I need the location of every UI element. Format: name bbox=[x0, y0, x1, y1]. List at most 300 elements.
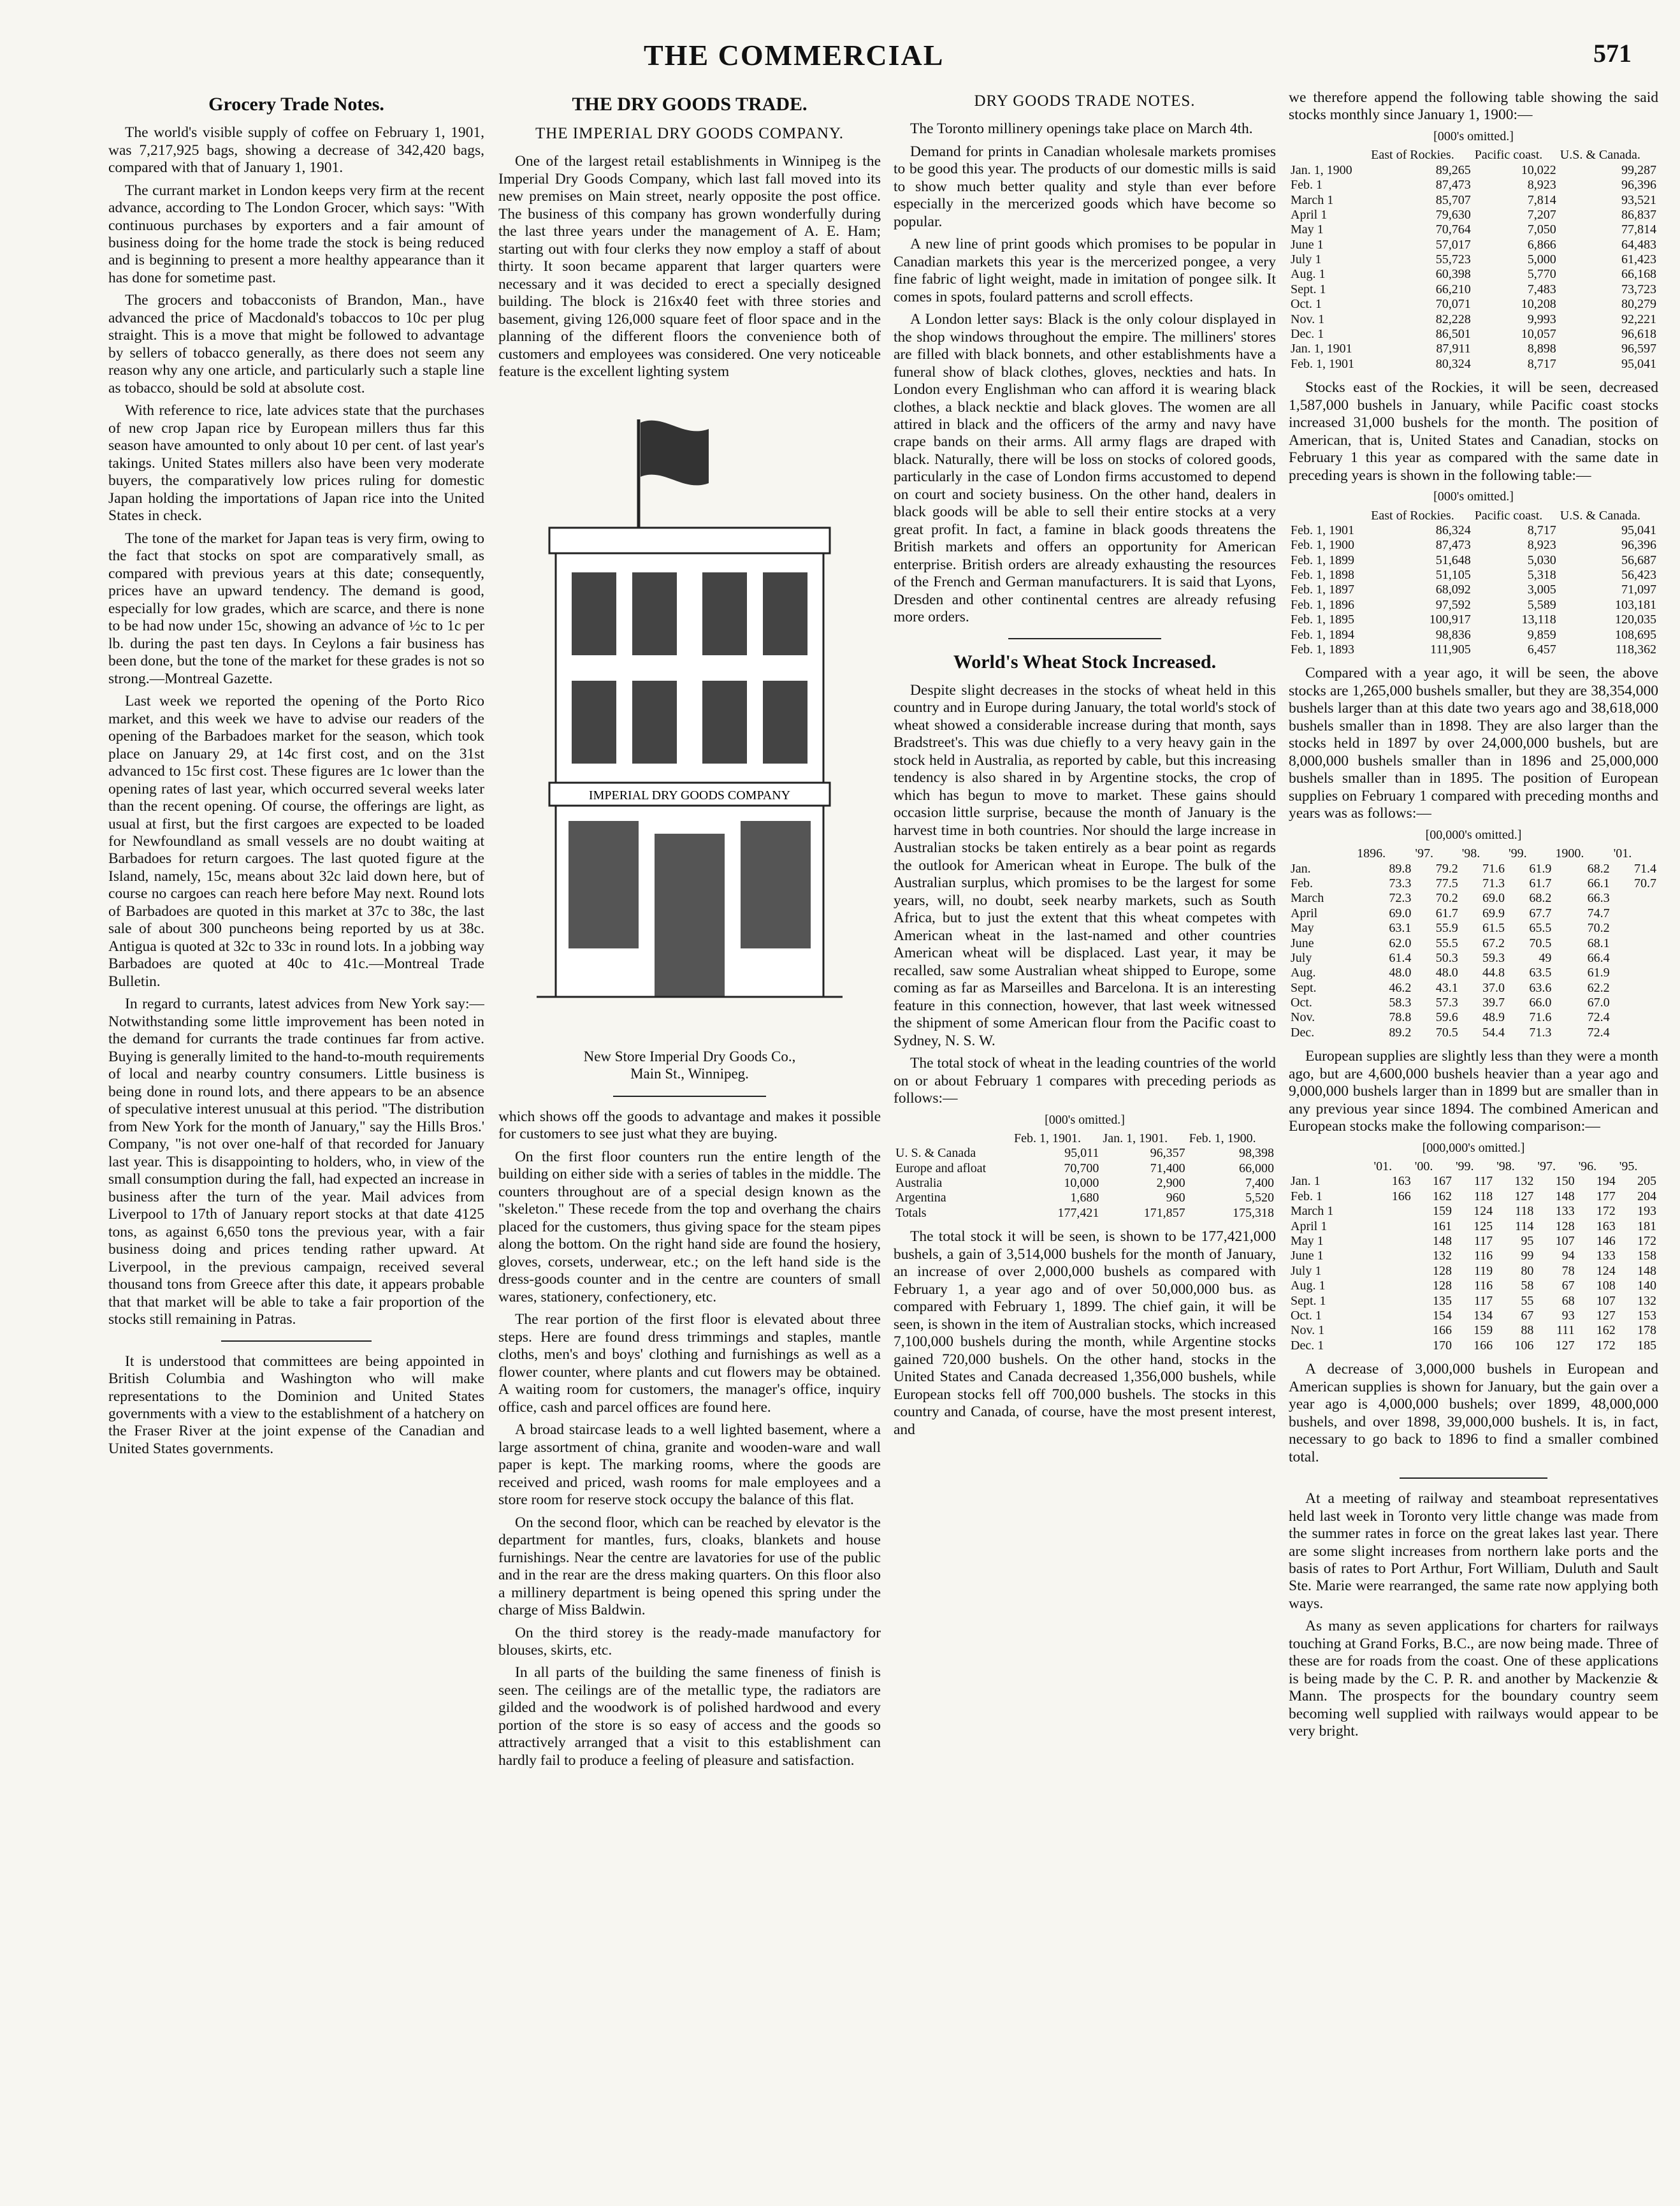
table-row bbox=[1289, 936, 1658, 951]
table-header-cell: '98. bbox=[1461, 846, 1481, 861]
european-supplies-table bbox=[1289, 846, 1658, 1040]
table-note: [00,000's omitted.] bbox=[1425, 827, 1522, 842]
table-cell: 71.4 bbox=[1634, 861, 1656, 876]
table-cell: 66,210 bbox=[1435, 282, 1471, 296]
table-row bbox=[1289, 1219, 1658, 1234]
table-cell: 119 bbox=[1474, 1263, 1493, 1278]
table-cell: 86,501 bbox=[1435, 327, 1471, 342]
table-cell: 96,396 bbox=[1621, 178, 1656, 192]
table-header-cell: East of Rockies. bbox=[1371, 508, 1454, 523]
divider bbox=[1008, 638, 1161, 639]
table-cell: 70.5 bbox=[1529, 936, 1552, 950]
table-cell: 5,589 bbox=[1527, 597, 1556, 612]
table-cell: 94 bbox=[1561, 1249, 1575, 1263]
table-cell: 61.9 bbox=[1529, 861, 1552, 876]
storefront-sign: IMPERIAL DRY GOODS COMPANY bbox=[588, 788, 791, 802]
table-cell: 43.1 bbox=[1435, 980, 1458, 995]
table-row bbox=[1289, 327, 1658, 342]
table-cell bbox=[1612, 996, 1658, 1010]
table-header-cell: U.S. & Canada. bbox=[1560, 148, 1640, 163]
table-cell: 117 bbox=[1474, 1174, 1493, 1189]
table-cell: 48.0 bbox=[1389, 966, 1412, 980]
table-cell: 128 bbox=[1432, 1263, 1452, 1278]
table-cell: 108,695 bbox=[1615, 627, 1656, 642]
table-header-cell: '95. bbox=[1619, 1159, 1638, 1174]
table-cell: Australia bbox=[895, 1176, 943, 1191]
table-cell: 56,423 bbox=[1621, 568, 1656, 583]
table-row bbox=[894, 1191, 1276, 1205]
table-cell: Sept. 1 bbox=[1291, 1293, 1326, 1308]
table-cell: Jan. 1, 1900 bbox=[1291, 163, 1352, 177]
table-cell: 89.2 bbox=[1389, 1025, 1412, 1040]
table-cell: 8,717 bbox=[1527, 523, 1556, 537]
table-cell: 127 bbox=[1514, 1189, 1534, 1203]
table-cell: 62.2 bbox=[1587, 980, 1610, 995]
table-cell: 61.5 bbox=[1482, 921, 1505, 936]
building-engraving bbox=[511, 394, 868, 1038]
table-row bbox=[1289, 252, 1658, 267]
table-cell: 80,279 bbox=[1621, 297, 1656, 312]
article-paragraph: A new line of print goods which promises to be popular in Canadian markets this year is the mercerized pongee, a very fine fabric of light weight, made in imitation of pongee silk. It comes in spots, foulard patterns and scroll effects. bbox=[894, 236, 1276, 305]
table-cell: 61,423 bbox=[1621, 252, 1656, 267]
table-cell: 118 bbox=[1474, 1189, 1493, 1203]
table-cell: 68,092 bbox=[1435, 583, 1471, 597]
table-cell: May 1 bbox=[1291, 1234, 1324, 1249]
table-cell: April 1 bbox=[1291, 207, 1328, 222]
table-row bbox=[1289, 1279, 1658, 1293]
figure-caption bbox=[498, 1049, 881, 1083]
table-cell: 7,400 bbox=[1245, 1176, 1274, 1191]
table-cell: Oct. 1 bbox=[1291, 297, 1322, 312]
table-cell bbox=[1372, 1279, 1413, 1293]
table-cell: 107 bbox=[1555, 1234, 1575, 1249]
table-row bbox=[1289, 906, 1658, 921]
table-cell: June 1 bbox=[1291, 1249, 1324, 1263]
table-cell: 125 bbox=[1474, 1219, 1493, 1233]
article-paragraph: The total stock it will be seen, is shown to be 177,421,000 bushels, a gain of 3,514,000 bushels for the month of January, an increase of over 2,000,000 bushels as compared with February 1, a year ago and of over 50,000,000 bus. as compared with February 1, 1899. The chief gain, it will be seen, is shown in the item of Australian stocks, which increased 7,100,000 bushels during the month, while Argentine stocks gained 720,000 bushels. On the other hand, stocks in the United States and Canada decreased 1,356,000 bushels, while European stocks fell off 700,000 bushels. The stocks in this country and Canada, of course, have the most present interest, and bbox=[894, 1228, 1276, 1438]
table-cell: 128 bbox=[1555, 1219, 1575, 1233]
monthly-stocks-table bbox=[1289, 148, 1658, 372]
table-cell: 166 bbox=[1432, 1323, 1452, 1338]
column-dry-goods-notes bbox=[894, 89, 1276, 2154]
table-cell: 70.2 bbox=[1587, 921, 1610, 936]
table-cell: 159 bbox=[1432, 1204, 1452, 1219]
table-cell: 63.6 bbox=[1529, 980, 1552, 995]
table-cell: 107 bbox=[1596, 1293, 1616, 1308]
table-cell: 78.8 bbox=[1389, 1010, 1412, 1025]
table-cell: 55.9 bbox=[1435, 921, 1458, 936]
article-paragraph: which shows off the goods to advantage and makes it possible for customers to see just what they are buying. bbox=[498, 1108, 881, 1143]
table-cell bbox=[1372, 1294, 1413, 1309]
table-row bbox=[1289, 1264, 1658, 1279]
table-row bbox=[1289, 1010, 1658, 1025]
table-cell bbox=[1372, 1234, 1413, 1249]
table-cell: 66.3 bbox=[1587, 891, 1610, 906]
table-cell: 93,521 bbox=[1621, 192, 1656, 207]
table-cell: 92,221 bbox=[1621, 312, 1656, 326]
table-cell: 87,473 bbox=[1435, 538, 1471, 553]
table-cell: Totals bbox=[895, 1205, 927, 1220]
table-cell: 158 bbox=[1637, 1249, 1656, 1263]
table-cell: 10,208 bbox=[1521, 297, 1556, 312]
table-header-cell bbox=[1289, 148, 1369, 163]
yearly-stocks-table bbox=[1289, 509, 1658, 658]
table-cell: 96,597 bbox=[1621, 342, 1656, 356]
table-cell: 70.7 bbox=[1634, 876, 1656, 890]
table-cell: 2,900 bbox=[1156, 1176, 1185, 1191]
table-row bbox=[1289, 312, 1658, 327]
table-note: [000's omitted.] bbox=[1433, 490, 1514, 504]
table-cell: 133 bbox=[1596, 1249, 1616, 1263]
table-cell: 65.5 bbox=[1529, 921, 1552, 936]
divider bbox=[221, 1340, 372, 1342]
table-cell: 118 bbox=[1515, 1204, 1534, 1219]
table-cell: 114 bbox=[1515, 1219, 1534, 1233]
article-paragraph: The world's visible supply of coffee on February 1, 1901, was 7,217,925 bags, showing a decrease of 342,420 bags, compared with that of January 1, 1901. bbox=[108, 124, 484, 177]
table-cell: Sept. bbox=[1291, 980, 1317, 995]
table-cell: 39.7 bbox=[1482, 996, 1505, 1010]
table-cell: July 1 bbox=[1291, 1263, 1322, 1278]
store-illustration bbox=[498, 394, 881, 1042]
table-header-row bbox=[1289, 846, 1658, 861]
table-cell: 55.5 bbox=[1435, 936, 1458, 950]
table-cell: 6,457 bbox=[1527, 642, 1556, 657]
table-row bbox=[1289, 357, 1658, 372]
table-cell bbox=[1372, 1204, 1413, 1219]
table-cell: 10,022 bbox=[1521, 163, 1556, 177]
table-header-cell: '96. bbox=[1578, 1159, 1597, 1174]
table-cell: 162 bbox=[1596, 1323, 1616, 1338]
table-cell: 5,000 bbox=[1527, 252, 1556, 267]
table-cell: 960 bbox=[1166, 1191, 1185, 1205]
table-cell: Dec. 1 bbox=[1291, 327, 1324, 342]
article-paragraph: One of the largest retail establishments in Winnipeg is the Imperial Dry Goods Company, which last fall moved into its new premises on Main street, nearly opposite the post office. The business of this company has grown wonderfully during the last three years under the management of A. E. Ham; starting out with four clerks they now employ a staff of about thirty. It soon became apparent that larger quarters were necessary and it was decided to erect a specially designed building. The block is 216x40 feet with three stories and basement, giving 126,000 square feet of floor space and in the planning of the different floors the convenience both of customers and employees was considered. One very noticeable feature is the excellent lighting system bbox=[498, 153, 881, 381]
article-paragraph: The total stock of wheat in the leading countries of the world on or about February 1 compares with preceding periods as follows:— bbox=[894, 1055, 1276, 1107]
table-cell: 64,483 bbox=[1621, 237, 1656, 252]
table-header-cell: 1900. bbox=[1555, 846, 1584, 861]
table-row bbox=[1289, 1339, 1658, 1353]
table-cell: 56,687 bbox=[1621, 553, 1656, 567]
table-header-cell bbox=[1289, 509, 1369, 523]
table-row bbox=[1289, 238, 1658, 252]
table-cell: 69.9 bbox=[1482, 906, 1505, 920]
table-cell: 133 bbox=[1555, 1204, 1575, 1219]
table-cell bbox=[1612, 966, 1658, 980]
table-cell: 8,923 bbox=[1527, 538, 1556, 553]
table-cell: 61.9 bbox=[1587, 966, 1610, 980]
table-cell bbox=[1612, 891, 1658, 906]
table-cell: 85,707 bbox=[1435, 192, 1471, 207]
table-row bbox=[1289, 876, 1658, 891]
table-header-row bbox=[1289, 1159, 1658, 1174]
table-cell: Feb. bbox=[1291, 876, 1313, 890]
table-cell: 67 bbox=[1521, 1308, 1534, 1323]
table-cell: Aug. 1 bbox=[1291, 267, 1326, 282]
table-cell bbox=[1372, 1249, 1413, 1263]
table-cell: 89.8 bbox=[1389, 861, 1412, 876]
table-cell: 159 bbox=[1474, 1323, 1493, 1338]
table-row bbox=[1289, 568, 1658, 583]
table-cell: 60,398 bbox=[1435, 267, 1471, 282]
table-cell: Feb. 1, 1895 bbox=[1291, 613, 1354, 627]
table-cell: 185 bbox=[1637, 1338, 1656, 1353]
table-cell: 177 bbox=[1596, 1189, 1616, 1203]
table-row bbox=[1289, 951, 1658, 966]
table-cell: 111 bbox=[1556, 1323, 1575, 1338]
table-cell: 77.5 bbox=[1435, 876, 1458, 890]
table-cell: U. S. & Canada bbox=[895, 1146, 976, 1161]
table-cell: 120,035 bbox=[1615, 613, 1656, 627]
divider bbox=[613, 1096, 766, 1097]
table-cell bbox=[1612, 936, 1658, 951]
table-row bbox=[1289, 342, 1658, 356]
table-row bbox=[1289, 1323, 1658, 1338]
table-cell: 100,917 bbox=[1429, 613, 1471, 627]
table-row bbox=[1289, 538, 1658, 553]
table-cell: 71.3 bbox=[1482, 876, 1505, 890]
article-paragraph: In regard to currants, latest advices from New York say:—Notwithstanding some little improvement has been noted in the demand for currants the trade continues far from active. Buying is generally limited to the hand-to-mouth requirements of local and nearby country consumers. Little business is being done in round lots, and there appears to be an absence of speculative interest unusual at this period. "The distribution from New York for the month of January," say the Hills Bros.' Company, "is not over one-half of that recorded for January last year. This is disappointing to holders, who, in view of the small consumption during the fall, had expected an increase in business after the turn of the year. Mail advices from Liverpool to 17th of January report stocks at that date 4125 tons, as against 6,650 tons the previous year, with a fair business doing and prices tending rather upward. At Liverpool, in the previous campaign, received several thousand tons from Greece after this date, it appears probable that that market will be able to take a fair proportion of the stocks still remaining in Patras. bbox=[108, 996, 484, 1328]
table-header-cell: Feb. 1, 1901. bbox=[1014, 1131, 1082, 1145]
table-cell: April 1 bbox=[1291, 1219, 1328, 1233]
table-header-cell: '97. bbox=[1415, 846, 1433, 861]
table-cell: 67.0 bbox=[1587, 996, 1610, 1010]
table-cell: 87,911 bbox=[1436, 342, 1471, 356]
table-row bbox=[1289, 598, 1658, 613]
table-cell: 162 bbox=[1432, 1189, 1452, 1203]
table-row bbox=[1289, 1204, 1658, 1219]
table-cell: 108 bbox=[1596, 1279, 1616, 1293]
article-paragraph: European supplies are slightly less than they were a month ago, but are 4,600,000 bushels heavier than a year ago and 9,000,000 bushels larger than in 1899 but are smaller than in any previous year since 1894. The combined American and European stocks make the following comparison:— bbox=[1289, 1048, 1658, 1135]
table-cell: 79,630 bbox=[1435, 207, 1471, 222]
table-cell: 13,118 bbox=[1521, 613, 1556, 627]
table-cell: Feb. 1, 1900 bbox=[1291, 538, 1354, 553]
table-cell: 66,000 bbox=[1239, 1161, 1274, 1175]
table-cell: May 1 bbox=[1291, 222, 1324, 237]
table-cell: 50.3 bbox=[1435, 950, 1458, 965]
table-cell bbox=[1612, 1026, 1658, 1040]
table-cell: 124 bbox=[1596, 1263, 1616, 1278]
table-cell: 163 bbox=[1596, 1219, 1616, 1233]
table-header-cell: Jan. 1, 1901. bbox=[1103, 1131, 1168, 1145]
table-cell: 5,770 bbox=[1527, 267, 1556, 282]
table-header-cell bbox=[1289, 1159, 1372, 1174]
table-cell: 95 bbox=[1521, 1234, 1534, 1249]
world-wheat-table bbox=[894, 1131, 1276, 1221]
table-cell: 57,017 bbox=[1435, 237, 1471, 252]
table-cell: 70.2 bbox=[1435, 891, 1458, 906]
table-row bbox=[1289, 862, 1658, 876]
table-row bbox=[1289, 891, 1658, 906]
table-cell: March 1 bbox=[1291, 192, 1334, 207]
table-cell: 73,723 bbox=[1621, 282, 1656, 296]
table-header-cell: Feb. 1, 1900. bbox=[1189, 1131, 1256, 1145]
table-cell: 37.0 bbox=[1482, 980, 1505, 995]
table-cell: 146 bbox=[1596, 1234, 1616, 1249]
table-cell: 58.3 bbox=[1389, 996, 1412, 1010]
table-cell: 205 bbox=[1637, 1174, 1656, 1189]
table-cell: 70,700 bbox=[1064, 1161, 1099, 1175]
table-cell: 99,287 bbox=[1621, 163, 1656, 177]
table-cell: Jan. 1, 1901 bbox=[1291, 342, 1352, 356]
table-cell: 59.3 bbox=[1482, 950, 1505, 965]
table-cell: 96,357 bbox=[1150, 1146, 1185, 1161]
table-cell: 116 bbox=[1474, 1279, 1493, 1293]
table-cell: Aug. 1 bbox=[1291, 1279, 1326, 1293]
table-cell: June 1 bbox=[1291, 237, 1324, 252]
article-paragraph: As many as seven applications for charters for railways touching at Grand Forks, B.C., are now being made. Three of these are for roads from the coast. One of these applications is being made by the C. P. R. and another by Mackenzie & Mann. The prospects for the boundary country seem becoming well supplied with railways would appear to be very bright. bbox=[1289, 1618, 1658, 1740]
table-cell: 61.7 bbox=[1435, 906, 1458, 920]
table-cell: 7,207 bbox=[1527, 207, 1556, 222]
table-row bbox=[1289, 222, 1658, 237]
article-paragraph: On the first floor counters run the entire length of the building on either side with a series of tables in the middle. The counters throughout are of a special design known as the "skeleton." These recede from the top and overhang the chairs placed for the customers, thus giving space for the steam pipes along the bottom. On the right hand side are found the hosiery, gloves, corsets, underwear, etc.; on the left hand side is the dress-goods counter and in the centre are counters of small wares, stationery, confectionery, etc. bbox=[498, 1148, 881, 1305]
article-paragraph: Compared with a year ago, it will be seen, the above stocks are 1,265,000 bushels smaller, but they are 38,354,000 bushels larger than at this date two years ago and 38,618,000 bushels smaller than in 1898. They are also larger than the stocks held in 1897 by over 24,000,000 bushels, but are 8,000,000 bushels smaller than in 1896 and 25,000,000 bushels smaller than in 1895. The position of European supplies on February 1 compared with preceding months and years was as follows:— bbox=[1289, 665, 1658, 822]
table-header-row bbox=[894, 1131, 1276, 1146]
table-row bbox=[1289, 996, 1658, 1010]
table-cell: 97,592 bbox=[1435, 597, 1471, 612]
table-cell: Feb. 1, 1901 bbox=[1291, 356, 1354, 371]
table-row bbox=[1289, 282, 1658, 297]
table-cell: 163 bbox=[1391, 1174, 1411, 1189]
table-cell: 51,105 bbox=[1435, 568, 1471, 583]
table-cell: 96,396 bbox=[1621, 538, 1656, 553]
table-header-cell: 1896. bbox=[1357, 846, 1386, 861]
article-paragraph: On the second floor, which can be reached by elevator is the department for mantles, furs, cloaks, blankets and house furnishings. Near the centre are lavatories for use of the public and in the rear are the dress making quarters. On this floor also a millinery department is being opened this spring under the charge of Miss Baldwin. bbox=[498, 1514, 881, 1619]
table-cell: 57.3 bbox=[1435, 996, 1458, 1010]
table-cell: 70.5 bbox=[1435, 1025, 1458, 1040]
table-header-cell: U.S. & Canada. bbox=[1560, 508, 1640, 523]
article-paragraph: we therefore append the following table showing the said stocks monthly since January 1, 1900:— bbox=[1289, 89, 1658, 124]
table-cell: July 1 bbox=[1291, 252, 1322, 267]
column-dry-goods-trade bbox=[498, 89, 881, 2154]
table-cell: 55 bbox=[1521, 1293, 1534, 1308]
table-cell: 95,041 bbox=[1621, 356, 1656, 371]
table-cell: May bbox=[1291, 921, 1314, 936]
table-cell: July bbox=[1291, 950, 1312, 965]
table-header-cell: '99. bbox=[1509, 846, 1527, 861]
table-cell: 95,041 bbox=[1621, 523, 1656, 537]
article-paragraph: In all parts of the building the same fineness of finish is seen. The ceilings are of the metallic type, the radiators are gilded and the woodwork is of polished hardwood and every portion of the store is so easy of access and the goods so attractively arranged that a visit to this establishment can hardly fail to produce a feeling of pleasure and satisfaction. bbox=[498, 1664, 881, 1769]
table-cell: 117 bbox=[1474, 1234, 1493, 1249]
table-row bbox=[1289, 1189, 1658, 1204]
table-cell: 70,764 bbox=[1435, 222, 1471, 237]
table-cell: 67.2 bbox=[1482, 936, 1505, 950]
table-cell: 48.9 bbox=[1482, 1010, 1505, 1025]
table-cell: 88 bbox=[1521, 1323, 1534, 1338]
table-cell: 73.3 bbox=[1389, 876, 1412, 890]
table-row bbox=[1289, 297, 1658, 312]
table-cell: 194 bbox=[1596, 1174, 1616, 1189]
table-cell bbox=[1612, 981, 1658, 996]
table-cell: 46.2 bbox=[1389, 980, 1412, 995]
table-cell: 6,866 bbox=[1527, 237, 1556, 252]
table-cell: 9,993 bbox=[1527, 312, 1556, 326]
table-cell: 72.3 bbox=[1389, 891, 1412, 906]
caption-line: New Store Imperial Dry Goods Co., bbox=[583, 1049, 796, 1065]
table-cell: 71.3 bbox=[1529, 1025, 1552, 1040]
table-cell: 72.4 bbox=[1587, 1025, 1610, 1040]
table-header-cell: '01. bbox=[1613, 846, 1632, 861]
table-cell: 72.4 bbox=[1587, 1010, 1610, 1025]
table-cell bbox=[1612, 951, 1658, 966]
table-cell: 178 bbox=[1637, 1323, 1656, 1338]
combined-supplies-table bbox=[1289, 1159, 1658, 1353]
table-cell: 71.6 bbox=[1482, 861, 1505, 876]
table-row bbox=[1289, 178, 1658, 192]
table-cell: Feb. 1, 1898 bbox=[1291, 568, 1354, 583]
table-cell: 150 bbox=[1555, 1174, 1575, 1189]
table-cell: 132 bbox=[1432, 1249, 1452, 1263]
table-cell: 140 bbox=[1637, 1279, 1656, 1293]
table-cell: Dec. bbox=[1291, 1025, 1315, 1040]
table-cell: 181 bbox=[1637, 1219, 1656, 1233]
table-cell: 118,362 bbox=[1615, 642, 1656, 657]
table-cell: Sept. 1 bbox=[1291, 282, 1326, 296]
table-cell: 68.1 bbox=[1587, 936, 1610, 950]
table-cell: 171,857 bbox=[1143, 1205, 1185, 1220]
section-heading: Grocery Trade Notes. bbox=[208, 94, 384, 115]
table-cell: 154 bbox=[1432, 1308, 1452, 1323]
table-cell: 166 bbox=[1474, 1338, 1493, 1353]
table-cell: Oct. 1 bbox=[1291, 1308, 1322, 1323]
table-cell: 170 bbox=[1432, 1338, 1452, 1353]
table-header-cell bbox=[1289, 846, 1355, 861]
table-cell bbox=[1372, 1309, 1413, 1323]
table-cell: 68.2 bbox=[1587, 861, 1610, 876]
table-cell: Feb. 1, 1896 bbox=[1291, 597, 1354, 612]
table-cell: 67.7 bbox=[1529, 906, 1552, 920]
table-cell: 68.2 bbox=[1529, 891, 1552, 906]
column-grocery-trade-notes bbox=[108, 89, 484, 2154]
table-cell: 70,071 bbox=[1435, 297, 1471, 312]
table-cell: 124 bbox=[1474, 1204, 1493, 1219]
column-wheat-stocks-continued bbox=[1289, 89, 1658, 2154]
table-cell: 98,836 bbox=[1435, 627, 1471, 642]
article-paragraph: Demand for prints in Canadian wholesale markets promises to be good this year. The products of our domestic mills is said to show much better quality and style than ever before especially in the mercerized goods which have become so popular. bbox=[894, 143, 1276, 230]
table-cell: 10,000 bbox=[1064, 1176, 1099, 1191]
table-cell: 134 bbox=[1474, 1308, 1493, 1323]
table-row bbox=[1289, 966, 1658, 980]
table-note: [000's omitted.] bbox=[1433, 129, 1514, 143]
table-cell: 58 bbox=[1521, 1279, 1534, 1293]
table-cell: Jan. 1 bbox=[1291, 1174, 1321, 1189]
article-paragraph: The grocers and tobacconists of Brandon, Man., have advanced the price of Macdonald's tobaccos to 10c per plug straight. This is a move that might be followed to advantage by sellers of tobacco generally, as there does not seem any reason why any one article, and particularly such a staple line as tobacco, should be sold at absolute cost. bbox=[108, 292, 484, 396]
table-row bbox=[1289, 1174, 1658, 1189]
table-row bbox=[1289, 583, 1658, 597]
table-row bbox=[1289, 1234, 1658, 1249]
table-cell: 78 bbox=[1561, 1263, 1575, 1278]
table-header-cell: '99. bbox=[1455, 1159, 1474, 1174]
table-cell: March 1 bbox=[1291, 1204, 1334, 1219]
article-paragraph: The currant market in London keeps very firm at the recent advance, according to The London Grocer, which says: "With continuous purchases by exporters and a fair amount of business doing for the home trade the stock is being reduced and is beginning to present a more healthy appearance than it has done for sometime past. bbox=[108, 182, 484, 286]
table-cell: 3,005 bbox=[1527, 583, 1556, 597]
table-row bbox=[1289, 613, 1658, 627]
article-paragraph: Stocks east of the Rockies, it will be seen, decreased 1,587,000 bushels in January, while Pacific coast stocks increased 31,000 bushels for the month. The position of American, that is, United States and Canadian, stocks on February 1 this year as compared with the same date in preceding years is shown in the following table:— bbox=[1289, 379, 1658, 484]
table-cell: 5,318 bbox=[1527, 568, 1556, 583]
article-paragraph: On the third storey is the ready-made manufactory for blouses, skirts, etc. bbox=[498, 1624, 881, 1658]
table-row bbox=[1289, 921, 1658, 936]
table-cell: 172 bbox=[1596, 1204, 1616, 1219]
table-cell: 86,324 bbox=[1435, 523, 1471, 537]
table-cell: 95,011 bbox=[1064, 1146, 1099, 1161]
table-cell: 87,473 bbox=[1435, 178, 1471, 192]
caption-line: Main St., Winnipeg. bbox=[630, 1066, 749, 1082]
table-cell: 69.0 bbox=[1389, 906, 1412, 920]
table-cell: 61.4 bbox=[1389, 950, 1412, 965]
table-row bbox=[1289, 163, 1658, 178]
table-cell: 86,837 bbox=[1621, 207, 1656, 222]
table-cell: 166 bbox=[1391, 1189, 1411, 1203]
article-paragraph: A decrease of 3,000,000 bushels in European and American supplies is shown for January, but the gain over a year ago is 4,000,000 bushels; over 1899, 48,000,000 bushels, and over 1898, 39,000,000 bushels. It is, in fact, necessary to go back to 1896 to find a smaller combined total. bbox=[1289, 1361, 1658, 1465]
